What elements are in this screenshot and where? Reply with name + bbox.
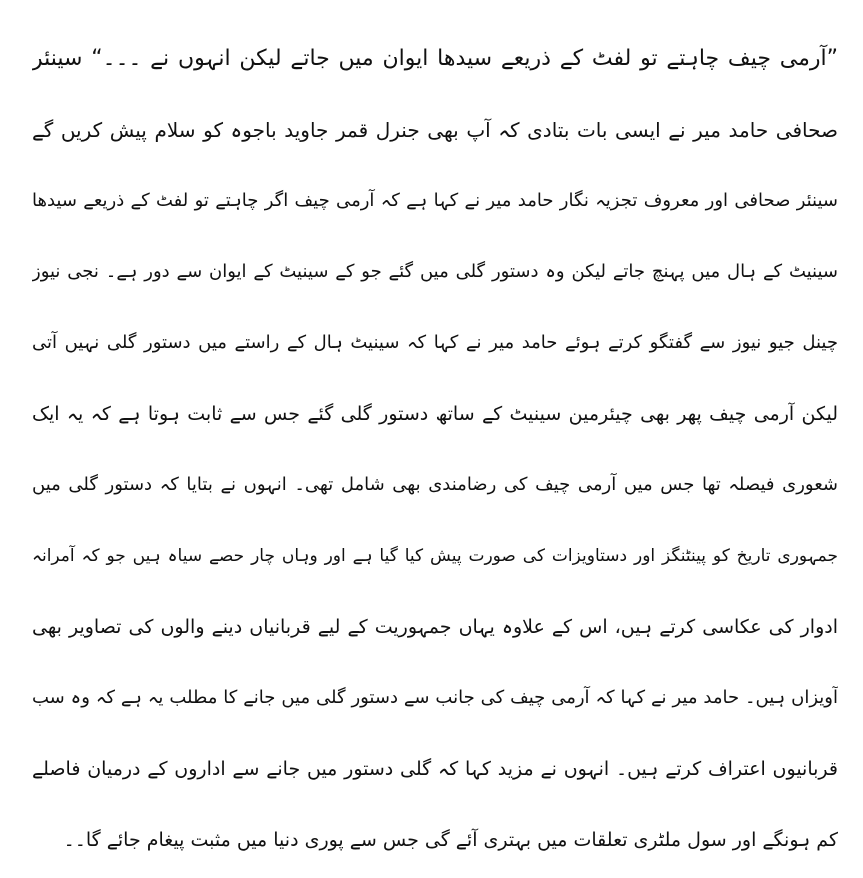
article-line-7: شعوری فیصلہ تھا جس میں آرمی چیف کی رضامندی بھی شامل تھی۔ انہوں نے بتایا کہ دستور گلی میں xyxy=(32,474,838,495)
article-body xyxy=(32,26,838,878)
article-line-5: چینل جیو نیوز سے گفتگو کرتے ہوئے حامد میر نے کہا کہ سینیٹ ہال کے راستے میں دستور گلی نہیں آتی xyxy=(32,332,838,353)
article-line-2: صحافی حامد میر نے ایسی بات بتادی کہ آپ بھی جنرل قمر جاوید باجوہ کو سلام پیش کریں گے xyxy=(32,118,838,142)
article-line-12: کم ہونگے اور سول ملٹری تعلقات میں بہتری آئے گی جس سے پوری دنیا میں مثبت پیغام جائے گا۔۔ xyxy=(63,829,838,851)
article-line-1: ”آرمی چیف چاہتے تو لفٹ کے ذریعے سیدھا ایوان میں جاتے لیکن انہوں نے ۔۔۔“ سینئر xyxy=(32,46,838,71)
article-line-6: لیکن آرمی چیف پھر بھی چیئرمین سینیٹ کے ساتھ دستور گلی گئے جس سے ثابت ہوتا ہے کہ یہ ایک xyxy=(32,403,838,425)
article-line-8: جمہوری تاریخ کو پینٹنگز اور دستاویزات کی صورت پیش کیا گیا ہے اور وہاں چار حصے سیاہ ہیں جو کہ آمرانہ xyxy=(32,546,838,566)
article-line-4: سینیٹ کے ہال میں پہنچ جاتے لیکن وہ دستور گلی میں گئے جو کے سینیٹ کے ایوان سے دور ہے۔ نجی نیوز xyxy=(32,261,838,282)
article-line-3: سینئر صحافی اور معروف تجزیہ نگار حامد میر نے کہا ہے کہ آرمی چیف اگر چاہتے تو لفٹ کے ذریعے سیدھا xyxy=(32,190,838,211)
article-line-10: آویزاں ہیں۔ حامد میر نے کہا کہ آرمی چیف کی جانب سے دستور گلی میں جانے کا مطلب یہ ہے کہ وہ سب xyxy=(32,687,838,708)
article-line-9: ادوار کی عکاسی کرتے ہیں، اس کے علاوہ یہاں جمہوریت کے لیے قربانیاں دینے والوں کی تصاویر بھی xyxy=(32,616,838,638)
article-line-11: قربانیوں اعتراف کرتے ہیں۔ انہوں نے مزید کہا کہ گلی دستور میں جانے سے اداروں کے درمیان فاصلے xyxy=(32,758,838,780)
